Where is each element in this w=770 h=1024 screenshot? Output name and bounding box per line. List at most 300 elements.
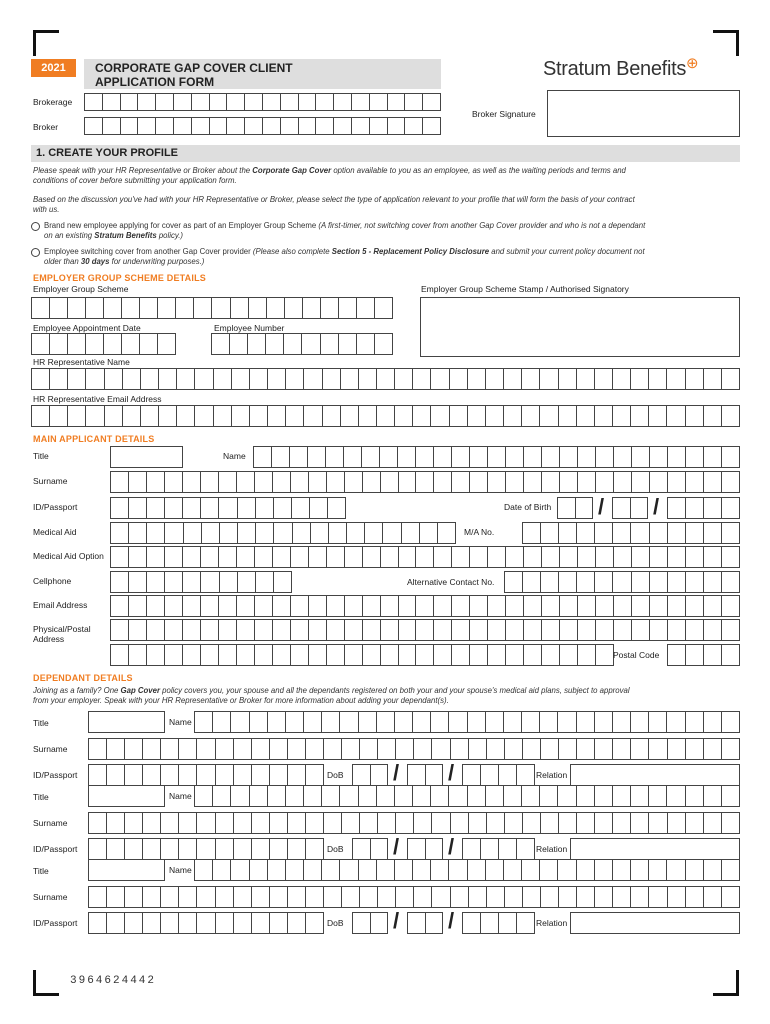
input-cell[interactable] bbox=[613, 785, 631, 807]
input-cell[interactable] bbox=[304, 368, 322, 390]
input-cell[interactable] bbox=[359, 859, 377, 881]
input-cell[interactable] bbox=[686, 812, 704, 834]
input-cell[interactable] bbox=[31, 405, 50, 427]
input-cell[interactable] bbox=[614, 595, 632, 617]
input-cell[interactable] bbox=[345, 546, 363, 568]
input-cell[interactable] bbox=[499, 764, 517, 786]
input-cell[interactable] bbox=[405, 117, 423, 135]
input-cell[interactable] bbox=[577, 522, 595, 544]
input-cell[interactable] bbox=[558, 785, 576, 807]
input-cell[interactable] bbox=[449, 711, 467, 733]
main-address-boxes-2[interactable] bbox=[110, 644, 614, 666]
input-cell[interactable] bbox=[201, 595, 219, 617]
input-cell[interactable] bbox=[540, 785, 558, 807]
input-cell[interactable] bbox=[201, 644, 219, 666]
input-cell[interactable] bbox=[220, 522, 238, 544]
input-cell[interactable] bbox=[125, 738, 143, 760]
input-cell[interactable] bbox=[523, 738, 541, 760]
input-cell[interactable] bbox=[434, 546, 452, 568]
input-cell[interactable] bbox=[704, 522, 722, 544]
input-cell[interactable] bbox=[129, 644, 147, 666]
input-cell[interactable] bbox=[524, 595, 542, 617]
input-cell[interactable] bbox=[686, 738, 704, 760]
input-cell[interactable] bbox=[434, 619, 452, 641]
input-cell[interactable] bbox=[268, 785, 286, 807]
input-cell[interactable] bbox=[147, 497, 165, 519]
input-cell[interactable] bbox=[704, 595, 722, 617]
input-cell[interactable] bbox=[291, 471, 309, 493]
dependant-3-dob-month-boxes[interactable] bbox=[407, 912, 443, 934]
input-cell[interactable] bbox=[559, 886, 577, 908]
input-cell[interactable] bbox=[352, 912, 371, 934]
input-cell[interactable] bbox=[31, 297, 50, 319]
input-cell[interactable] bbox=[632, 619, 650, 641]
input-cell[interactable] bbox=[632, 571, 650, 593]
input-cell[interactable] bbox=[125, 886, 143, 908]
input-cell[interactable] bbox=[614, 446, 632, 468]
input-cell[interactable] bbox=[523, 812, 541, 834]
input-cell[interactable] bbox=[470, 471, 488, 493]
main-dob-month-boxes[interactable] bbox=[612, 497, 648, 519]
input-cell[interactable] bbox=[524, 546, 542, 568]
input-cell[interactable] bbox=[252, 838, 270, 860]
input-cell[interactable] bbox=[165, 571, 183, 593]
input-cell[interactable] bbox=[286, 405, 304, 427]
input-cell[interactable] bbox=[399, 595, 417, 617]
input-cell[interactable] bbox=[468, 785, 486, 807]
input-cell[interactable] bbox=[365, 522, 383, 544]
input-cell[interactable] bbox=[359, 711, 377, 733]
input-cell[interactable] bbox=[147, 619, 165, 641]
input-cell[interactable] bbox=[231, 785, 249, 807]
input-cell[interactable] bbox=[371, 764, 389, 786]
input-cell[interactable] bbox=[650, 471, 668, 493]
input-cell[interactable] bbox=[107, 738, 125, 760]
input-cell[interactable] bbox=[450, 405, 468, 427]
input-cell[interactable] bbox=[107, 764, 125, 786]
input-cell[interactable] bbox=[486, 368, 504, 390]
input-cell[interactable] bbox=[308, 446, 326, 468]
input-cell[interactable] bbox=[407, 912, 426, 934]
input-cell[interactable] bbox=[596, 619, 614, 641]
input-cell[interactable] bbox=[340, 711, 358, 733]
input-cell[interactable] bbox=[469, 886, 487, 908]
input-cell[interactable] bbox=[273, 471, 291, 493]
input-cell[interactable] bbox=[668, 619, 686, 641]
input-cell[interactable] bbox=[488, 546, 506, 568]
input-cell[interactable] bbox=[578, 595, 596, 617]
main-dob-year-boxes[interactable] bbox=[667, 497, 740, 519]
input-cell[interactable] bbox=[216, 738, 234, 760]
input-cell[interactable] bbox=[431, 859, 449, 881]
input-cell[interactable] bbox=[255, 546, 273, 568]
input-cell[interactable] bbox=[327, 546, 345, 568]
input-cell[interactable] bbox=[488, 619, 506, 641]
input-cell[interactable] bbox=[321, 333, 339, 355]
input-cell[interactable] bbox=[667, 859, 685, 881]
input-cell[interactable] bbox=[174, 93, 192, 111]
input-cell[interactable] bbox=[451, 886, 469, 908]
input-cell[interactable] bbox=[316, 117, 334, 135]
input-cell[interactable] bbox=[359, 785, 377, 807]
input-cell[interactable] bbox=[201, 497, 219, 519]
input-cell[interactable] bbox=[238, 497, 256, 519]
input-cell[interactable] bbox=[125, 764, 143, 786]
input-cell[interactable] bbox=[650, 595, 668, 617]
input-cell[interactable] bbox=[291, 644, 309, 666]
input-cell[interactable] bbox=[125, 912, 143, 934]
input-cell[interactable] bbox=[324, 886, 342, 908]
input-cell[interactable] bbox=[704, 546, 722, 568]
input-cell[interactable] bbox=[649, 886, 667, 908]
input-cell[interactable] bbox=[88, 812, 107, 834]
input-cell[interactable] bbox=[274, 497, 292, 519]
dependant-2-dob-month-boxes[interactable] bbox=[407, 838, 443, 860]
input-cell[interactable] bbox=[506, 619, 524, 641]
input-cell[interactable] bbox=[232, 405, 250, 427]
input-cell[interactable] bbox=[255, 644, 273, 666]
input-cell[interactable] bbox=[306, 738, 324, 760]
input-cell[interactable] bbox=[595, 368, 613, 390]
input-cell[interactable] bbox=[342, 886, 360, 908]
input-cell[interactable] bbox=[686, 571, 704, 593]
input-cell[interactable] bbox=[309, 619, 327, 641]
input-cell[interactable] bbox=[413, 368, 431, 390]
input-cell[interactable] bbox=[541, 738, 559, 760]
input-cell[interactable] bbox=[396, 738, 414, 760]
input-cell[interactable] bbox=[359, 405, 377, 427]
input-cell[interactable] bbox=[722, 571, 740, 593]
input-cell[interactable] bbox=[596, 546, 614, 568]
input-cell[interactable] bbox=[143, 838, 161, 860]
input-cell[interactable] bbox=[270, 738, 288, 760]
input-cell[interactable] bbox=[194, 711, 213, 733]
input-cell[interactable] bbox=[363, 644, 381, 666]
input-cell[interactable] bbox=[686, 471, 704, 493]
input-cell[interactable] bbox=[468, 368, 486, 390]
input-cell[interactable] bbox=[299, 117, 317, 135]
input-cell[interactable] bbox=[303, 297, 321, 319]
dependant-2-surname-boxes[interactable] bbox=[88, 812, 740, 834]
dependant-1-relation-box[interactable] bbox=[570, 764, 740, 786]
input-cell[interactable] bbox=[722, 471, 740, 493]
input-cell[interactable] bbox=[522, 405, 540, 427]
input-cell[interactable] bbox=[138, 117, 156, 135]
input-cell[interactable] bbox=[234, 812, 252, 834]
input-cell[interactable] bbox=[345, 619, 363, 641]
input-cell[interactable] bbox=[667, 711, 685, 733]
input-cell[interactable] bbox=[306, 838, 324, 860]
input-cell[interactable] bbox=[704, 711, 722, 733]
input-cell[interactable] bbox=[194, 859, 213, 881]
input-cell[interactable] bbox=[147, 546, 165, 568]
input-cell[interactable] bbox=[230, 333, 248, 355]
input-cell[interactable] bbox=[541, 522, 559, 544]
input-cell[interactable] bbox=[165, 619, 183, 641]
input-cell[interactable] bbox=[449, 859, 467, 881]
input-cell[interactable] bbox=[462, 912, 481, 934]
input-cell[interactable] bbox=[423, 117, 441, 135]
input-cell[interactable] bbox=[559, 571, 577, 593]
input-cell[interactable] bbox=[245, 117, 263, 135]
input-cell[interactable] bbox=[183, 619, 201, 641]
input-cell[interactable] bbox=[667, 368, 685, 390]
input-cell[interactable] bbox=[195, 405, 213, 427]
input-cell[interactable] bbox=[237, 644, 255, 666]
input-cell[interactable] bbox=[273, 546, 291, 568]
input-cell[interactable] bbox=[197, 886, 215, 908]
input-cell[interactable] bbox=[179, 912, 197, 934]
input-cell[interactable] bbox=[704, 619, 722, 641]
input-cell[interactable] bbox=[613, 812, 631, 834]
input-cell[interactable] bbox=[252, 912, 270, 934]
input-cell[interactable] bbox=[237, 619, 255, 641]
input-cell[interactable] bbox=[129, 571, 147, 593]
input-cell[interactable] bbox=[284, 333, 302, 355]
input-cell[interactable] bbox=[176, 297, 194, 319]
input-cell[interactable] bbox=[631, 738, 649, 760]
input-cell[interactable] bbox=[129, 595, 147, 617]
input-cell[interactable] bbox=[352, 838, 371, 860]
input-cell[interactable] bbox=[432, 738, 450, 760]
input-cell[interactable] bbox=[576, 497, 594, 519]
input-cell[interactable] bbox=[686, 497, 704, 519]
input-cell[interactable] bbox=[434, 595, 452, 617]
input-cell[interactable] bbox=[322, 785, 340, 807]
input-cell[interactable] bbox=[147, 595, 165, 617]
input-cell[interactable] bbox=[396, 812, 414, 834]
input-cell[interactable] bbox=[345, 595, 363, 617]
input-cell[interactable] bbox=[686, 644, 704, 666]
input-cell[interactable] bbox=[505, 738, 523, 760]
input-cell[interactable] bbox=[470, 619, 488, 641]
input-cell[interactable] bbox=[141, 368, 159, 390]
input-cell[interactable] bbox=[488, 595, 506, 617]
input-cell[interactable] bbox=[183, 595, 201, 617]
input-cell[interactable] bbox=[541, 886, 559, 908]
dependant-1-dob-year-boxes[interactable] bbox=[462, 764, 535, 786]
input-cell[interactable] bbox=[288, 764, 306, 786]
input-cell[interactable] bbox=[288, 886, 306, 908]
input-cell[interactable] bbox=[288, 912, 306, 934]
input-cell[interactable] bbox=[559, 405, 577, 427]
input-cell[interactable] bbox=[596, 446, 614, 468]
input-cell[interactable] bbox=[161, 738, 179, 760]
input-cell[interactable] bbox=[216, 838, 234, 860]
input-cell[interactable] bbox=[143, 912, 161, 934]
input-cell[interactable] bbox=[423, 93, 441, 111]
input-cell[interactable] bbox=[506, 471, 524, 493]
input-cell[interactable] bbox=[104, 297, 122, 319]
input-cell[interactable] bbox=[140, 297, 158, 319]
input-cell[interactable] bbox=[577, 571, 595, 593]
input-cell[interactable] bbox=[577, 859, 595, 881]
input-cell[interactable] bbox=[304, 859, 322, 881]
input-cell[interactable] bbox=[426, 764, 444, 786]
input-cell[interactable] bbox=[359, 368, 377, 390]
input-cell[interactable] bbox=[540, 711, 558, 733]
input-cell[interactable] bbox=[183, 546, 201, 568]
input-cell[interactable] bbox=[704, 738, 722, 760]
input-cell[interactable] bbox=[398, 446, 416, 468]
input-cell[interactable] bbox=[722, 886, 740, 908]
input-cell[interactable] bbox=[309, 595, 327, 617]
input-cell[interactable] bbox=[722, 522, 740, 544]
input-cell[interactable] bbox=[504, 368, 522, 390]
input-cell[interactable] bbox=[324, 738, 342, 760]
input-cell[interactable] bbox=[201, 471, 219, 493]
input-cell[interactable] bbox=[103, 93, 121, 111]
input-cell[interactable] bbox=[522, 368, 540, 390]
input-cell[interactable] bbox=[195, 368, 213, 390]
input-cell[interactable] bbox=[557, 497, 576, 519]
input-cell[interactable] bbox=[559, 368, 577, 390]
main-email-boxes[interactable] bbox=[110, 595, 740, 617]
input-cell[interactable] bbox=[125, 838, 143, 860]
input-cell[interactable] bbox=[486, 405, 504, 427]
input-cell[interactable] bbox=[274, 571, 292, 593]
input-cell[interactable] bbox=[342, 812, 360, 834]
input-cell[interactable] bbox=[722, 446, 740, 468]
input-cell[interactable] bbox=[327, 644, 345, 666]
input-cell[interactable] bbox=[286, 785, 304, 807]
input-cell[interactable] bbox=[560, 446, 578, 468]
input-cell[interactable] bbox=[141, 405, 159, 427]
input-cell[interactable] bbox=[291, 619, 309, 641]
input-cell[interactable] bbox=[667, 644, 686, 666]
input-cell[interactable] bbox=[179, 738, 197, 760]
input-cell[interactable] bbox=[542, 644, 560, 666]
input-cell[interactable] bbox=[595, 738, 613, 760]
input-cell[interactable] bbox=[522, 522, 541, 544]
input-cell[interactable] bbox=[431, 711, 449, 733]
input-cell[interactable] bbox=[110, 595, 129, 617]
input-cell[interactable] bbox=[197, 738, 215, 760]
input-cell[interactable] bbox=[220, 571, 238, 593]
input-cell[interactable] bbox=[270, 812, 288, 834]
input-cell[interactable] bbox=[256, 497, 274, 519]
input-cell[interactable] bbox=[416, 546, 434, 568]
input-cell[interactable] bbox=[704, 886, 722, 908]
input-cell[interactable] bbox=[107, 812, 125, 834]
input-cell[interactable] bbox=[158, 333, 176, 355]
input-cell[interactable] bbox=[541, 812, 559, 834]
input-cell[interactable] bbox=[469, 738, 487, 760]
main-surname-boxes[interactable] bbox=[110, 471, 740, 493]
input-cell[interactable] bbox=[179, 812, 197, 834]
input-cell[interactable] bbox=[329, 522, 347, 544]
input-cell[interactable] bbox=[631, 711, 649, 733]
input-cell[interactable] bbox=[309, 644, 327, 666]
input-cell[interactable] bbox=[722, 405, 740, 427]
input-cell[interactable] bbox=[504, 405, 522, 427]
input-cell[interactable] bbox=[377, 405, 395, 427]
input-cell[interactable] bbox=[452, 546, 470, 568]
input-cell[interactable] bbox=[649, 738, 667, 760]
dependant-2-title-box[interactable] bbox=[88, 785, 165, 807]
input-cell[interactable] bbox=[31, 368, 50, 390]
input-cell[interactable] bbox=[250, 785, 268, 807]
input-cell[interactable] bbox=[452, 595, 470, 617]
input-cell[interactable] bbox=[273, 595, 291, 617]
input-cell[interactable] bbox=[326, 446, 344, 468]
input-cell[interactable] bbox=[686, 546, 704, 568]
input-cell[interactable] bbox=[649, 405, 667, 427]
input-cell[interactable] bbox=[481, 838, 499, 860]
input-cell[interactable] bbox=[462, 838, 481, 860]
input-cell[interactable] bbox=[560, 546, 578, 568]
input-cell[interactable] bbox=[468, 859, 486, 881]
input-cell[interactable] bbox=[613, 711, 631, 733]
dependant-1-id-boxes[interactable] bbox=[88, 764, 324, 786]
input-cell[interactable] bbox=[291, 546, 309, 568]
input-cell[interactable] bbox=[210, 117, 228, 135]
main-ma-no-boxes[interactable] bbox=[522, 522, 740, 544]
input-cell[interactable] bbox=[470, 595, 488, 617]
input-cell[interactable] bbox=[614, 471, 632, 493]
input-cell[interactable] bbox=[309, 546, 327, 568]
input-cell[interactable] bbox=[686, 446, 704, 468]
input-cell[interactable] bbox=[123, 405, 141, 427]
input-cell[interactable] bbox=[686, 619, 704, 641]
input-cell[interactable] bbox=[668, 571, 686, 593]
input-cell[interactable] bbox=[560, 595, 578, 617]
input-cell[interactable] bbox=[306, 912, 324, 934]
input-cell[interactable] bbox=[612, 497, 631, 519]
input-cell[interactable] bbox=[686, 595, 704, 617]
input-cell[interactable] bbox=[407, 838, 426, 860]
input-cell[interactable] bbox=[334, 93, 352, 111]
input-cell[interactable] bbox=[668, 812, 686, 834]
input-cell[interactable] bbox=[506, 644, 524, 666]
input-cell[interactable] bbox=[107, 838, 125, 860]
input-cell[interactable] bbox=[505, 886, 523, 908]
input-cell[interactable] bbox=[272, 446, 290, 468]
input-cell[interactable] bbox=[541, 571, 559, 593]
input-cell[interactable] bbox=[722, 644, 740, 666]
input-cell[interactable] bbox=[201, 571, 219, 593]
input-cell[interactable] bbox=[302, 333, 320, 355]
input-cell[interactable] bbox=[649, 812, 667, 834]
input-cell[interactable] bbox=[88, 738, 107, 760]
input-cell[interactable] bbox=[649, 368, 667, 390]
input-cell[interactable] bbox=[395, 859, 413, 881]
input-cell[interactable] bbox=[416, 471, 434, 493]
input-cell[interactable] bbox=[416, 644, 434, 666]
input-cell[interactable] bbox=[434, 446, 452, 468]
input-cell[interactable] bbox=[363, 471, 381, 493]
input-cell[interactable] bbox=[524, 471, 542, 493]
input-cell[interactable] bbox=[434, 644, 452, 666]
input-cell[interactable] bbox=[450, 368, 468, 390]
input-cell[interactable] bbox=[197, 812, 215, 834]
input-cell[interactable] bbox=[250, 711, 268, 733]
input-cell[interactable] bbox=[322, 859, 340, 881]
input-cell[interactable] bbox=[129, 619, 147, 641]
input-cell[interactable] bbox=[129, 546, 147, 568]
input-cell[interactable] bbox=[704, 644, 722, 666]
input-cell[interactable] bbox=[577, 405, 595, 427]
input-cell[interactable] bbox=[686, 711, 704, 733]
input-cell[interactable] bbox=[704, 405, 722, 427]
input-cell[interactable] bbox=[110, 522, 129, 544]
input-cell[interactable] bbox=[578, 644, 596, 666]
input-cell[interactable] bbox=[405, 93, 423, 111]
input-cell[interactable] bbox=[559, 812, 577, 834]
input-cell[interactable] bbox=[334, 117, 352, 135]
appointment-date-boxes[interactable] bbox=[31, 333, 176, 355]
main-address-boxes-1[interactable] bbox=[110, 619, 740, 641]
